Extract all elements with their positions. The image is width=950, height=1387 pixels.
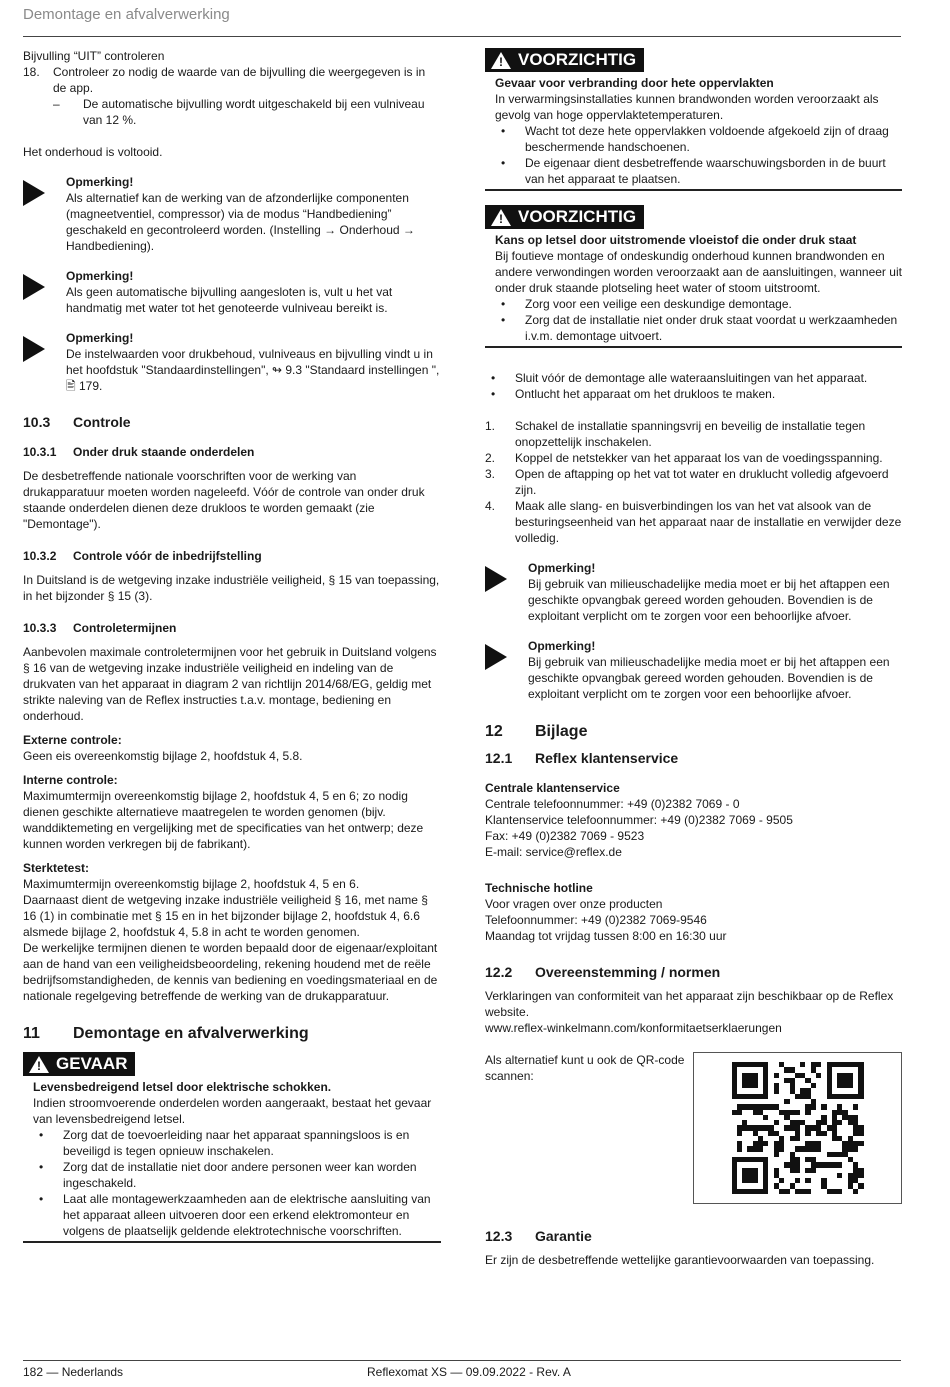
hotline-line: Telefoonnummer: +49 (0)2382 7069-9546	[485, 913, 707, 927]
section-number: 10.3.1	[23, 445, 57, 459]
caution-title: Gevaar voor verbranding door hete oppervlakten	[495, 76, 774, 90]
step-2	[485, 450, 902, 466]
danger-box	[23, 1052, 441, 1243]
note-3	[23, 330, 441, 394]
section-title: Onder druk staande onderdelen	[73, 445, 255, 459]
step-number: 3.	[485, 467, 496, 481]
conformity-url: www.reflex-winkelmann.com/konformitaetserklaerungen	[485, 1021, 782, 1035]
contact-line: Klantenservice telefoonnummer: +49 (0)2382 7069 - 9505	[485, 813, 793, 827]
section-number: 10.3	[23, 414, 51, 430]
strength-test-text: Maximumtermijn overeenkomstig bijlage 2, hoofdstuk 4, 5 en 6.	[23, 877, 360, 891]
bullet-text: Zorg dat de installatie niet door andere personen weer kan worden ingeschakeld.	[63, 1160, 417, 1190]
chapter-number: 11	[23, 1025, 40, 1042]
note-text: Als geen automatische bijvulling aangesloten is, vult u het vat handmatig met water tot het genoteerde vulniveau bereikt is.	[66, 285, 393, 315]
step-text: Controleer zo nodig de waarde van de bijvulling die weergegeven is in de app.	[53, 65, 426, 95]
danger-label: GEVAAR	[56, 1054, 128, 1073]
danger-text: Indien stroomvoerende onderdelen worden aangeraakt, bestaat het gevaar van levensbedreigend letsel.	[33, 1096, 432, 1126]
step-number: 1.	[485, 419, 496, 433]
caution-title: Kans op letsel door uitstromende vloeistof die onder druk staat	[495, 233, 857, 247]
section-12-2	[485, 964, 902, 980]
caution-bullet: • Zorg voor een veilige een deskundige demontage.	[495, 296, 902, 312]
section-number: 10.3.2	[23, 549, 57, 563]
section-title: Controletermijnen	[73, 621, 177, 635]
list-item: • Sluit vóór de demontage alle wateraansluitingen van het apparaat.	[485, 370, 902, 386]
step-4	[485, 498, 902, 546]
section-title: Overeenstemming / normen	[535, 964, 721, 980]
note-arrow-icon	[23, 268, 66, 316]
step-number: 18.	[23, 65, 40, 79]
external-check-title: Externe controle:	[23, 733, 122, 747]
note-text: Bij gebruik van milieuschadelijke media moet er bij het aftappen een geschikte opvangbak gereed worden gehouden. Bovendien is de exploitant verplicht om te zorgen voor een behoorlijke afvoer.	[528, 577, 890, 623]
hotline-line: Maandag tot vrijdag tussen 8:00 en 16:30 uur	[485, 929, 727, 943]
strength-test-text: Daarnaast dient de wetgeving inzake industriële veiligheid § 16, met name § 16 (1) in combinatie met § 15 en in het bijzonder bijlage 2, hoofdstuk 4, 6.6 alsmede bijlage 2, hoofdstuk 4, 5.8 in acht te worden genomen.	[23, 893, 428, 939]
running-header: Demontage en afvalverwerking	[23, 6, 230, 23]
step-text: Open de aftapping op het vat tot water en druklucht volledig afgevoerd zijn.	[515, 467, 889, 497]
chapter-title: Bijlage	[535, 723, 588, 740]
external-check-text: Geen eis overeenkomstig bijlage 2, hoofdstuk 4, 5.8.	[23, 749, 303, 763]
danger-title: Levensbedreigend letsel door elektrische schokken.	[33, 1080, 332, 1094]
caution-box-burn	[485, 48, 902, 191]
qr-section	[485, 1052, 902, 1204]
qr-instruction: Als alternatief kunt u ook de QR-code scannen:	[485, 1053, 685, 1083]
note-1	[23, 174, 441, 254]
right-column	[485, 48, 902, 1268]
note-title: Opmerking!	[66, 331, 134, 345]
note-title: Opmerking!	[528, 639, 596, 653]
caution-bullet: • Zorg dat de installatie niet onder druk staat voordat u werkzaamheden i.v.m. demontage uitvoert.	[495, 312, 902, 344]
paragraph: In Duitsland is de wetgeving inzake industriële veiligheid, § 15 van toepassing, in het bijzonder § 15 (3).	[23, 573, 440, 603]
section-10-3-1	[23, 444, 441, 460]
footer-page: 182 — Nederlands	[23, 1365, 124, 1379]
hotline-title: Technische hotline	[485, 881, 593, 895]
note-title: Opmerking!	[528, 561, 596, 575]
step-3	[485, 466, 902, 498]
chapter-11	[23, 1026, 441, 1042]
section-title: Reflex klantenservice	[535, 750, 679, 766]
warning-triangle-icon: !	[29, 1056, 49, 1073]
section-12-1	[485, 750, 902, 766]
contact-line: Fax: +49 (0)2382 7069 - 9523	[485, 829, 645, 843]
danger-bullet: • Zorg dat de installatie niet door andere personen weer kan worden ingeschakeld.	[33, 1159, 441, 1191]
caution-bullet: • De eigenaar dient desbetreffende waarschuwingsborden in de buurt van het apparaat te plaatsen.	[495, 155, 902, 187]
contact-line: Centrale telefoonnummer: +49 (0)2382 7069 - 0	[485, 797, 740, 811]
note-text: Bij gebruik van milieuschadelijke media moet er bij het aftappen een geschikte opvangbak gereed worden gehouden. Bovendien is de exploitant verplicht om te zorgen voor een behoorlijke afvoer.	[528, 655, 890, 701]
paragraph: Aanbevolen maximale controletermijnen voor het gebruik in Duitsland volgens § 16 van de wetgeving inzake industriële veiligheid en indeling van de drukvaten van het apparaat in diagram 2 van richtlijn 2014/68/EG, geldig met strikte naleving van de Reflex instructies t.a.v. montage, bediening en onderhoud.	[23, 645, 437, 723]
danger-bullet: • Laat alle montagewerkzaamheden aan de elektrische aansluiting van het apparaat alleen uitvoeren door een erkend elektromonteur en volgens de plaatselijk geldende elektrotechnische voorschriften.	[33, 1191, 441, 1239]
internal-check-title: Interne controle:	[23, 773, 118, 787]
section-title: Controle vóór de inbedrijfstelling	[73, 549, 262, 563]
caution-box-pressure	[485, 205, 902, 348]
dash-mark: –	[53, 97, 60, 111]
bullet-text: Zorg dat de installatie niet onder druk staat voordat u werkzaamheden i.v.m. demontage uitvoert.	[525, 313, 898, 343]
header-divider	[23, 36, 901, 37]
dash-text: De automatische bijvulling wordt uitgeschakeld bij een vulniveau van 12 %.	[83, 97, 425, 127]
chapter-title: Demontage en afvalverwerking	[73, 1025, 309, 1042]
hotline-line: Voor vragen over onze producten	[485, 897, 663, 911]
strength-test-title: Sterktetest:	[23, 861, 90, 875]
note-arrow-icon	[485, 560, 528, 624]
internal-check-text: Maximumtermijn overeenkomstig bijlage 2, hoofdstuk 4, 5 en 6; zo nodig dienen geschikte alternatieve maatregelen te worden genomen (bijv. wanddiktemeting en vergelijking met de specificaties van het ontwerp; deze kunnen worden verkregen bij de fabrikant).	[23, 789, 424, 851]
caution-text: Bij foutieve montage of ondeskundig onderhoud kunnen brandwonden en andere verwondingen worden veroorzaakt aan de aansluitingen, wanneer uit onder druk staande plotseling heet water of stoom uitstroomt.	[495, 249, 902, 295]
bullet-text: Wacht tot deze hete oppervlakken voldoende afgekoeld zijn of draag beschermende handschoenen.	[525, 124, 889, 154]
section-number: 12.3	[485, 1228, 513, 1244]
note-arrow-icon	[23, 330, 66, 394]
note-text: Als alternatief kan de werking van de afzonderlijke componenten (magneetventiel, compressor) via de modus “Handbediening” geschakeld en gecontroleerd worden. (Instelling → Onderhoud → Handbediening).	[66, 191, 415, 253]
step-text: Maak alle slang- en buisverbindingen los van het vat alsook van de besturingseenheid van het apparaat naar de installatie en verwijder deze volledig.	[515, 499, 902, 545]
note-4	[485, 560, 902, 624]
caution-bullet: • Wacht tot deze hete oppervlakken voldoende afgekoeld zijn of draag beschermende handschoenen.	[495, 123, 902, 155]
central-service-title: Centrale klantenservice	[485, 781, 620, 795]
caution-label: VOORZICHTIG	[518, 50, 637, 69]
note-2	[23, 268, 441, 316]
section-title: Garantie	[535, 1228, 592, 1244]
strength-test-text: De werkelijke termijnen dienen te worden bepaald door de eigenaar/exploitant aan de hand van een veiligheidsbeoordeling, rekening houdend met de reële bedrijfsomstandigheden, de kennis van bediening en voedingsmateriaal en de nationale regelgeving betreffende de werking van de drukapparatuur.	[23, 941, 438, 1003]
step-text: Schakel de installatie spanningsvrij en beveilig de installatie tegen onopzettelijk inschakelen.	[515, 419, 866, 449]
warning-triangle-icon: !	[491, 52, 511, 69]
footer-divider	[23, 1360, 901, 1361]
warning-triangle-icon: !	[491, 209, 511, 226]
chapter-number: 12	[485, 723, 503, 740]
note-arrow-icon	[485, 638, 528, 702]
bullet-text: Laat alle montagewerkzaamheden aan de elektrische aansluiting van het apparaat alleen uitvoeren door een erkend elektromonteur en volgens de plaatselijk geldende elektrotechnische voorschriften.	[63, 1192, 431, 1238]
paragraph: Verklaringen van conformiteit van het apparaat zijn beschikbaar op de Reflex website.	[485, 989, 894, 1019]
bullet-text: Sluit vóór de demontage alle wateraansluitingen van het apparaat.	[515, 371, 868, 385]
refill-heading: Bijvulling “UIT” controleren	[23, 49, 165, 63]
chapter-12	[485, 724, 902, 740]
bullet-text: Zorg voor een veilige een deskundige demontage.	[525, 297, 792, 311]
note-title: Opmerking!	[66, 175, 134, 189]
section-12-3	[485, 1228, 902, 1244]
caution-text: In verwarmingsinstallaties kunnen brandwonden worden veroorzaakt als gevolg van hoge oppervlaktetemperaturen.	[495, 92, 879, 122]
note-arrow-icon	[23, 174, 66, 254]
contact-email: E-mail: service@reflex.de	[485, 845, 622, 859]
danger-badge	[23, 1052, 135, 1076]
section-number: 10.3.3	[23, 621, 57, 635]
left-column	[23, 48, 441, 1257]
qr-code-frame	[693, 1052, 902, 1204]
caution-badge	[485, 48, 644, 72]
caution-badge	[485, 205, 644, 229]
bullet-text: De eigenaar dient desbetreffende waarschuwingsborden in de buurt van het apparaat te plaatsen.	[525, 156, 886, 186]
paragraph: Er zijn de desbetreffende wettelijke garantievoorwaarden van toepassing.	[485, 1253, 875, 1267]
note-text: De instelwaarden voor drukbehoud, vulniveaus en bijvulling vindt u in het hoofdstuk "Standaardinstellingen", ↬ 9.3 "Standaard instellingen ", 🖹 179.	[66, 347, 440, 393]
danger-bullet: • Zorg dat de toevoerleiding naar het apparaat spanningsloos is en beveiligd is tegen opnieuw inschakelen.	[33, 1127, 441, 1159]
step-number: 4.	[485, 499, 496, 513]
bullet-text: Zorg dat de toevoerleiding naar het apparaat spanningsloos is en beveiligd is tegen opnieuw inschakelen.	[63, 1128, 410, 1158]
section-number: 12.1	[485, 750, 513, 766]
paragraph: De desbetreffende nationale voorschriften voor de werking van drukapparatuur moeten worden nageleefd. Vóór de controle van onder druk staande onderdelen dienen deze drukloos te worden gemaakt (zie "Demontage").	[23, 469, 425, 531]
step-18-result	[23, 96, 441, 128]
list-item: • Ontlucht het apparaat om het drukloos te maken.	[485, 386, 902, 402]
section-10-3-2	[23, 548, 441, 564]
footer-doc: Reflexomat XS — 09.09.2022 - Rev. A	[367, 1365, 571, 1379]
caution-label: VOORZICHTIG	[518, 207, 637, 226]
step-18	[23, 64, 441, 96]
step-number: 2.	[485, 451, 496, 465]
section-10-3	[23, 414, 441, 430]
section-number: 12.2	[485, 964, 513, 980]
section-title: Controle	[73, 414, 131, 430]
step-1	[485, 418, 902, 450]
step-text: Koppel de netstekker van het apparaat los van de voedingsspanning.	[515, 451, 883, 465]
note-title: Opmerking!	[66, 269, 134, 283]
maintenance-done: Het onderhoud is voltooid.	[23, 145, 163, 159]
section-10-3-3	[23, 620, 441, 636]
bullet-text: Ontlucht het apparaat om het drukloos te maken.	[515, 387, 776, 401]
qr-code-icon	[732, 1062, 864, 1194]
note-5	[485, 638, 902, 702]
